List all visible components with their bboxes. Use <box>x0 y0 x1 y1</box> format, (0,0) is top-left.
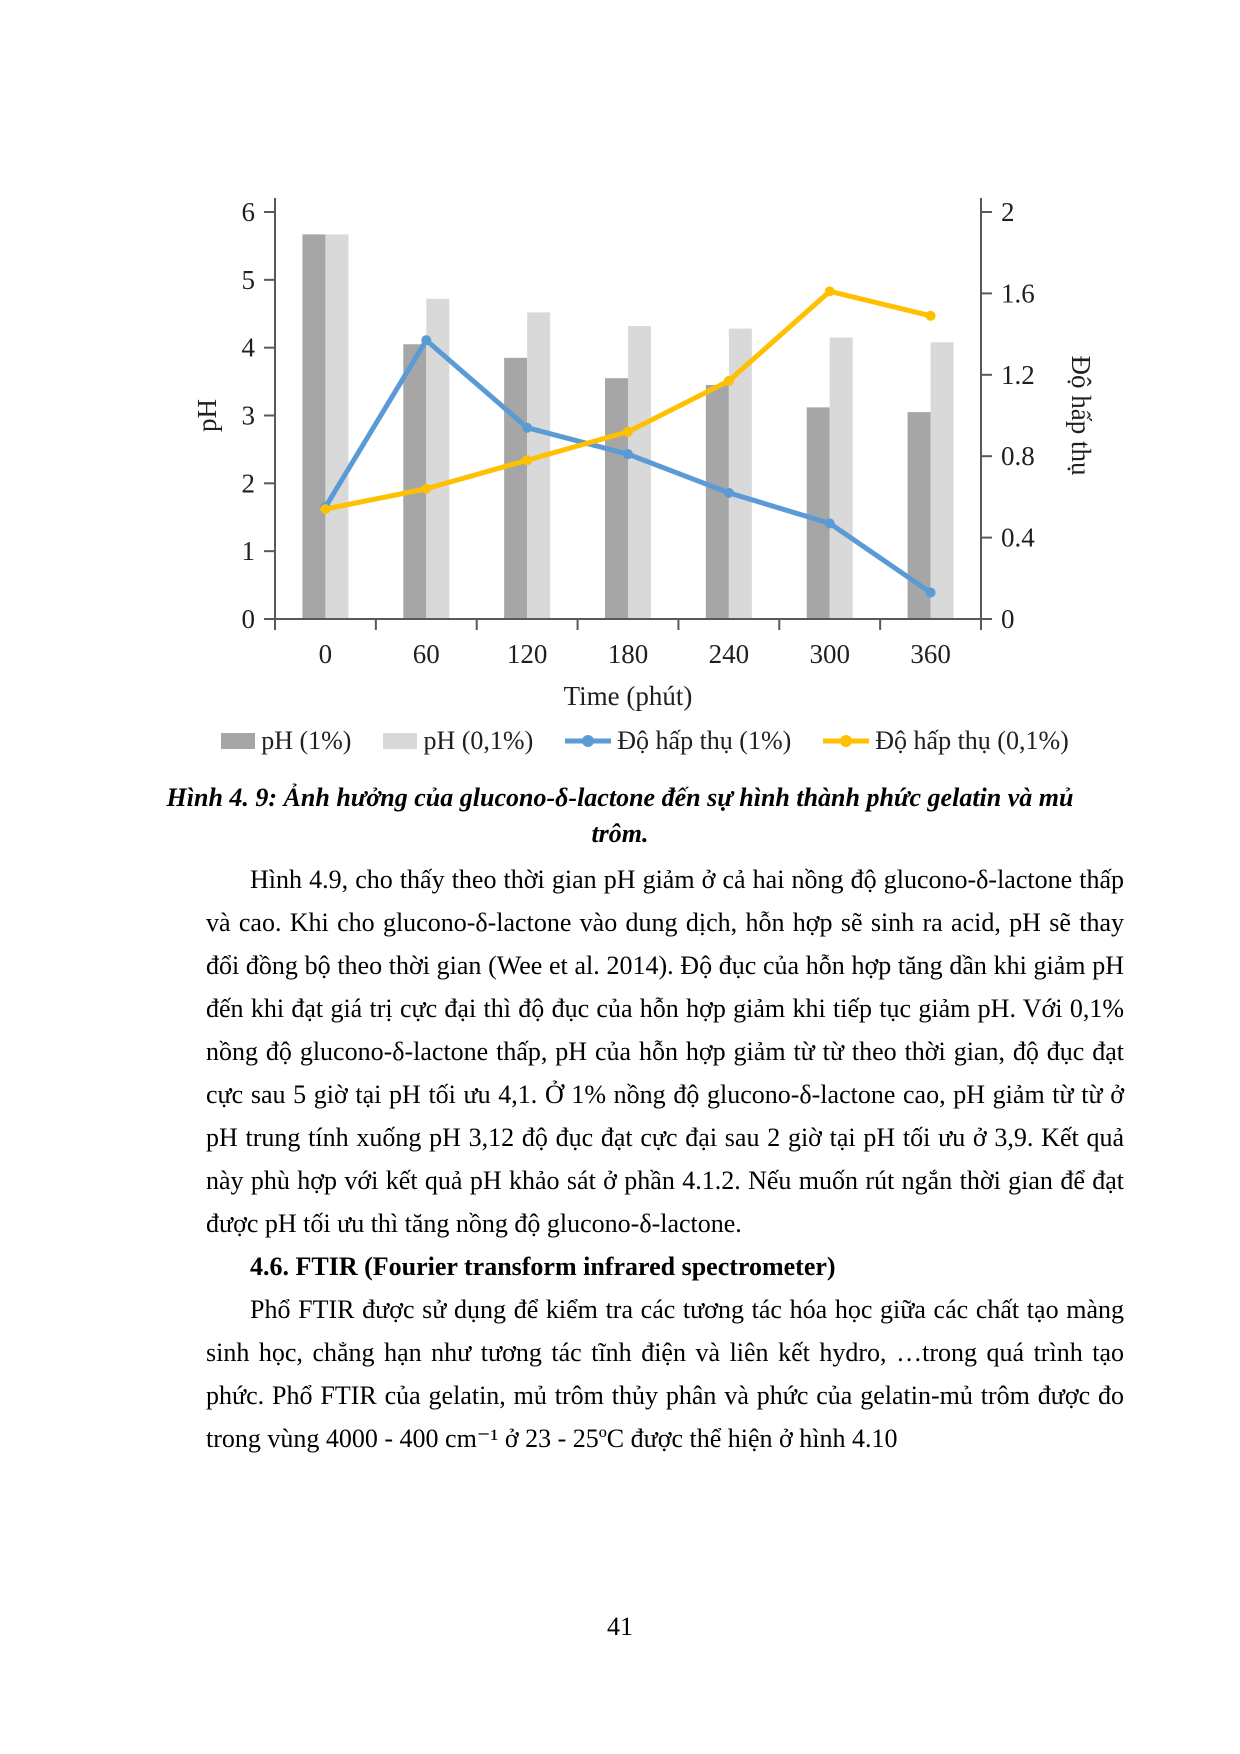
data-point <box>724 488 734 498</box>
x-axis-tick: 120 <box>506 639 548 669</box>
x-axis-tick: 60 <box>412 639 440 669</box>
right-axis-tick: 2 <box>1001 197 1015 227</box>
bar <box>830 337 853 619</box>
bar <box>527 312 550 619</box>
data-point <box>421 335 431 345</box>
data-point <box>825 286 835 296</box>
legend-label: Độ hấp thụ (1%) <box>617 726 792 755</box>
body-text <box>206 858 1124 1460</box>
legend-swatch <box>221 733 255 749</box>
legend-swatch <box>383 733 417 749</box>
right-axis-title: Độ hấp thụ <box>1066 355 1096 476</box>
right-axis-tick: 0 <box>1001 604 1015 634</box>
chart-legend <box>150 726 1140 756</box>
legend-label: Độ hấp thụ (0,1%) <box>875 726 1069 755</box>
legend-item <box>565 726 791 756</box>
x-axis-tick: 300 <box>809 639 850 669</box>
x-axis-tick: 360 <box>910 639 951 669</box>
left-axis-tick: 0 <box>241 604 255 634</box>
bar <box>403 344 426 619</box>
right-axis-tick: 1.6 <box>1001 278 1035 309</box>
right-axis-tick: 0.4 <box>1001 522 1035 553</box>
legend-label: pH (1%) <box>261 726 352 755</box>
bar <box>628 326 651 619</box>
paragraph-2: Phổ FTIR được sử dụng để kiểm tra các tương tác hóa học giữa các chất tạo màng sinh học, chẳng hạn như tương tác tĩnh điện và liên kết hydro, …trong quá trình tạo phức. Phổ FTIR của gelatin, mủ trôm thủy phân và phức của gelatin-mủ trôm được đo trong vùng 4000 - 400 cm⁻¹ ở 23 - 25ºC được thể hiện ở hình 4.10 <box>206 1295 1124 1453</box>
legend-item <box>823 726 1069 756</box>
bar <box>325 234 348 619</box>
bar <box>302 234 325 619</box>
right-axis-tick: 0.8 <box>1001 441 1035 472</box>
left-axis-tick: 4 <box>241 332 255 363</box>
x-axis-tick: 0 <box>318 639 333 669</box>
x-axis-tick: 240 <box>708 639 750 669</box>
left-axis-tick: 2 <box>241 468 255 499</box>
left-axis-tick: 6 <box>241 197 255 227</box>
legend-item <box>383 726 533 756</box>
combo-chart <box>188 165 1100 730</box>
legend-line-swatch <box>565 733 611 749</box>
legend-label: pH (0,1%) <box>423 726 534 755</box>
data-point <box>926 311 936 321</box>
data-point <box>320 504 330 514</box>
legend-line-swatch <box>823 733 869 749</box>
bar <box>504 358 527 619</box>
paragraph-1: Hình 4.9, cho thấy theo thời gian pH giảm ở cả hai nồng độ glucono-δ-lactone thấp và cao. Khi cho glucono-δ-lactone vào dung dịch, hỗn hợp sẽ sinh ra acid, pH sẽ thay đổi đồng bộ theo thời gian (Wee et al. 2014). Độ đục của hỗn hợp tăng dần khi giảm pH đến khi đạt giá trị cực đại thì độ đục của hỗn hợp giảm khi tiếp tục giảm pH. Với 0,1% nồng độ glucono-δ-lactone thấp, pH của hỗn hợp giảm từ từ theo thời gian, độ đục đạt cực sau 5 giờ tại pH tối ưu 4,1. Ở 1% nồng độ glucono-δ-lactone cao, pH giảm từ từ ở pH trung tính xuống pH 3,12 độ đục đạt cực đại sau 2 giờ tại pH tối ưu ở 3,9. Kết quả này phù hợp với kết quả pH khảo sát ở phần 4.1.2. Nếu muốn rút ngắn thời gian để đạt được pH tối ưu thì tăng nồng độ glucono-δ-lactone. <box>206 865 1124 1238</box>
bar <box>706 385 729 619</box>
page-number: 41 <box>607 1612 633 1641</box>
x-axis-tick: 180 <box>607 639 649 669</box>
data-point <box>623 449 633 459</box>
data-point <box>421 484 431 494</box>
left-axis-tick: 1 <box>241 536 255 567</box>
data-point <box>522 423 532 433</box>
data-point <box>825 518 835 528</box>
data-point <box>623 427 633 437</box>
data-point <box>724 376 734 386</box>
bar <box>807 407 830 619</box>
data-point <box>926 588 936 598</box>
legend-item <box>221 726 351 756</box>
x-axis-title: Time (phút) <box>563 681 693 711</box>
right-axis-tick: 1.2 <box>1001 359 1035 390</box>
chart-figure <box>188 165 1100 730</box>
left-axis-tick: 5 <box>241 264 255 295</box>
section-heading: 4.6. FTIR (Fourier transform infrared spectrometer) <box>250 1252 836 1281</box>
bar <box>605 378 628 619</box>
data-point <box>522 455 532 465</box>
bar <box>426 299 449 619</box>
left-axis-title: pH <box>192 399 222 432</box>
left-axis-tick: 3 <box>241 400 255 431</box>
bar <box>931 342 954 619</box>
figure-caption: Hình 4. 9: Ảnh hưởng của glucono-δ-lactone đến sự hình thành phức gelatin và mủ trôm. <box>166 783 1074 848</box>
